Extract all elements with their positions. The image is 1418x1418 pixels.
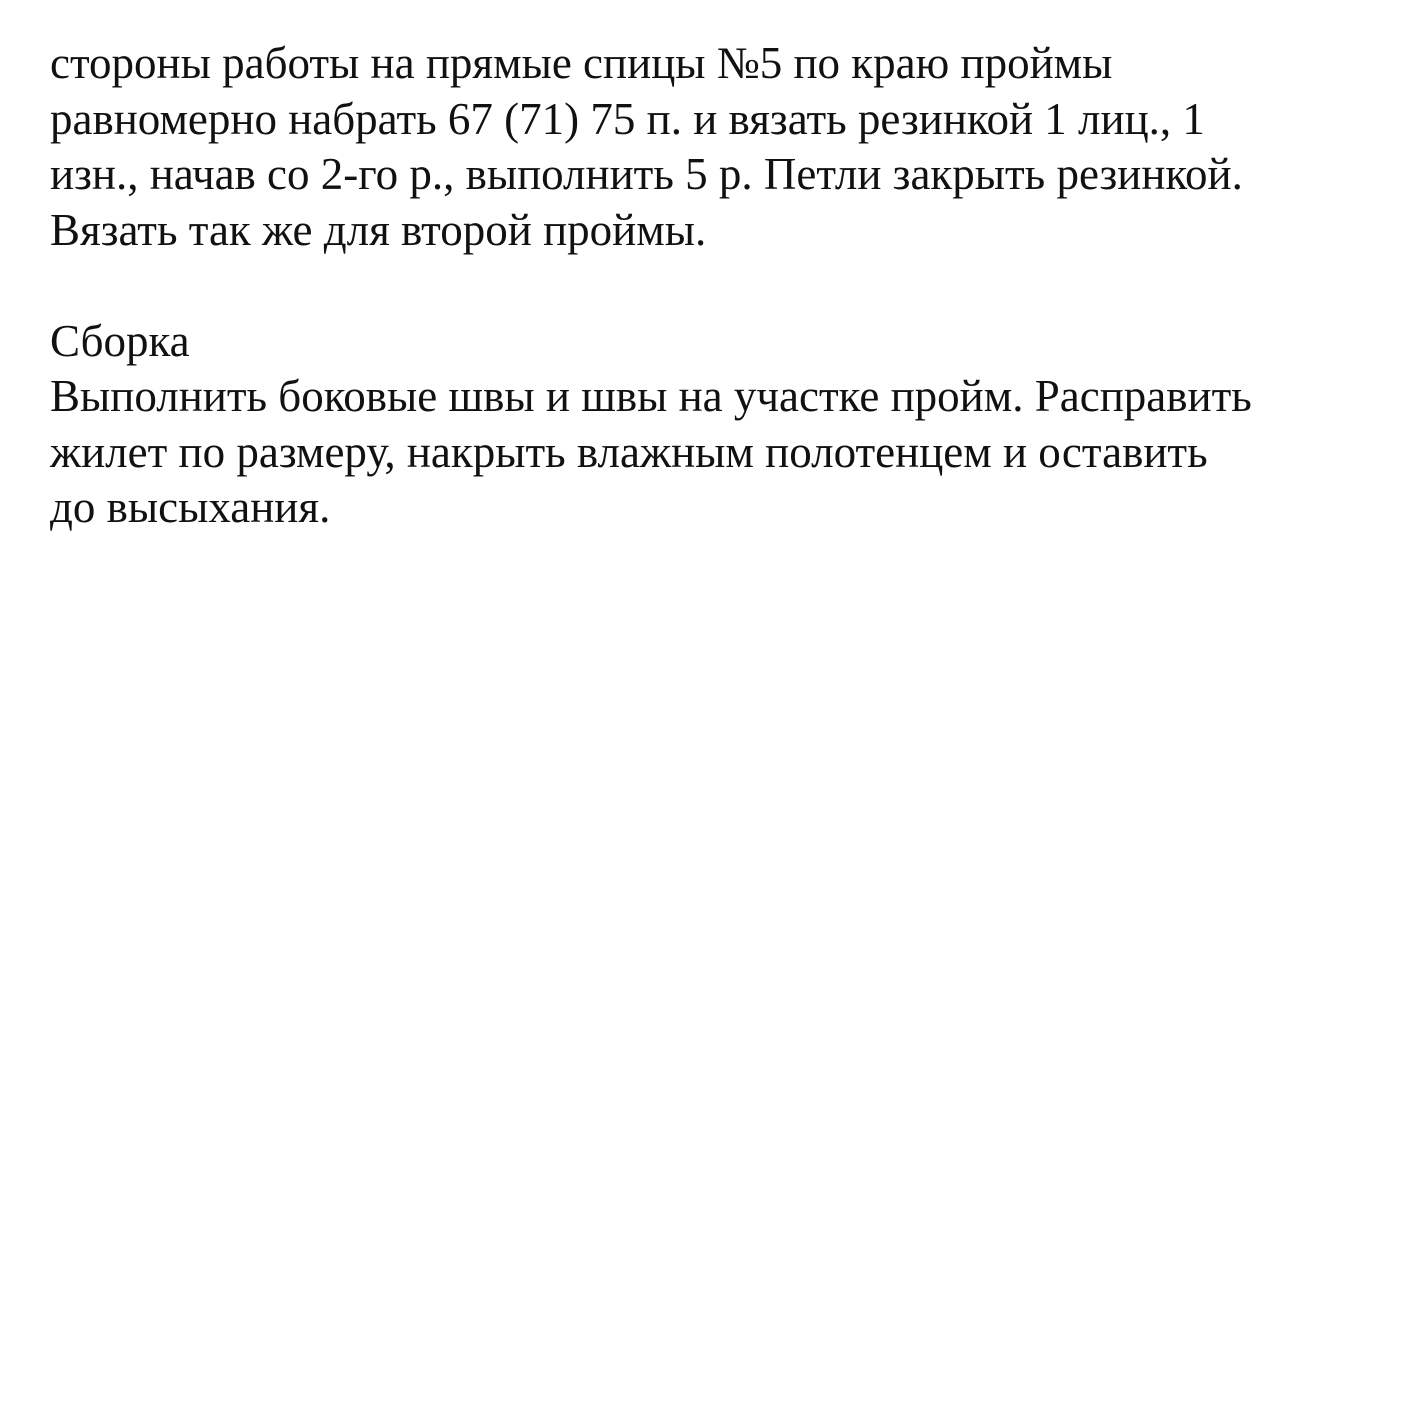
paragraph-spacer — [50, 258, 1390, 314]
paragraph-line: жилет по размеру, накрыть влажным полотенцем и оставить — [50, 426, 1208, 477]
armhole-paragraph — [50, 36, 1390, 258]
paragraph-line: Вязать так же для второй проймы. — [50, 204, 707, 255]
assembly-section — [50, 314, 1390, 536]
section-heading: Сборка — [50, 315, 190, 366]
paragraph-line: до высыхания. — [50, 482, 331, 532]
document-page — [50, 36, 1390, 536]
paragraph-line: стороны работы на прямые спицы №5 по краю проймы — [50, 38, 1113, 88]
paragraph-line: изн., начав со 2-го р., выполнить 5 р. Петли закрыть резинкой. — [50, 149, 1243, 199]
paragraph-line: Выполнить боковые швы и швы на участке пройм. Расправить — [50, 371, 1252, 421]
paragraph-line: равномерно набрать 67 (71) 75 п. и вязать резинкой 1 лиц., 1 — [50, 93, 1205, 144]
